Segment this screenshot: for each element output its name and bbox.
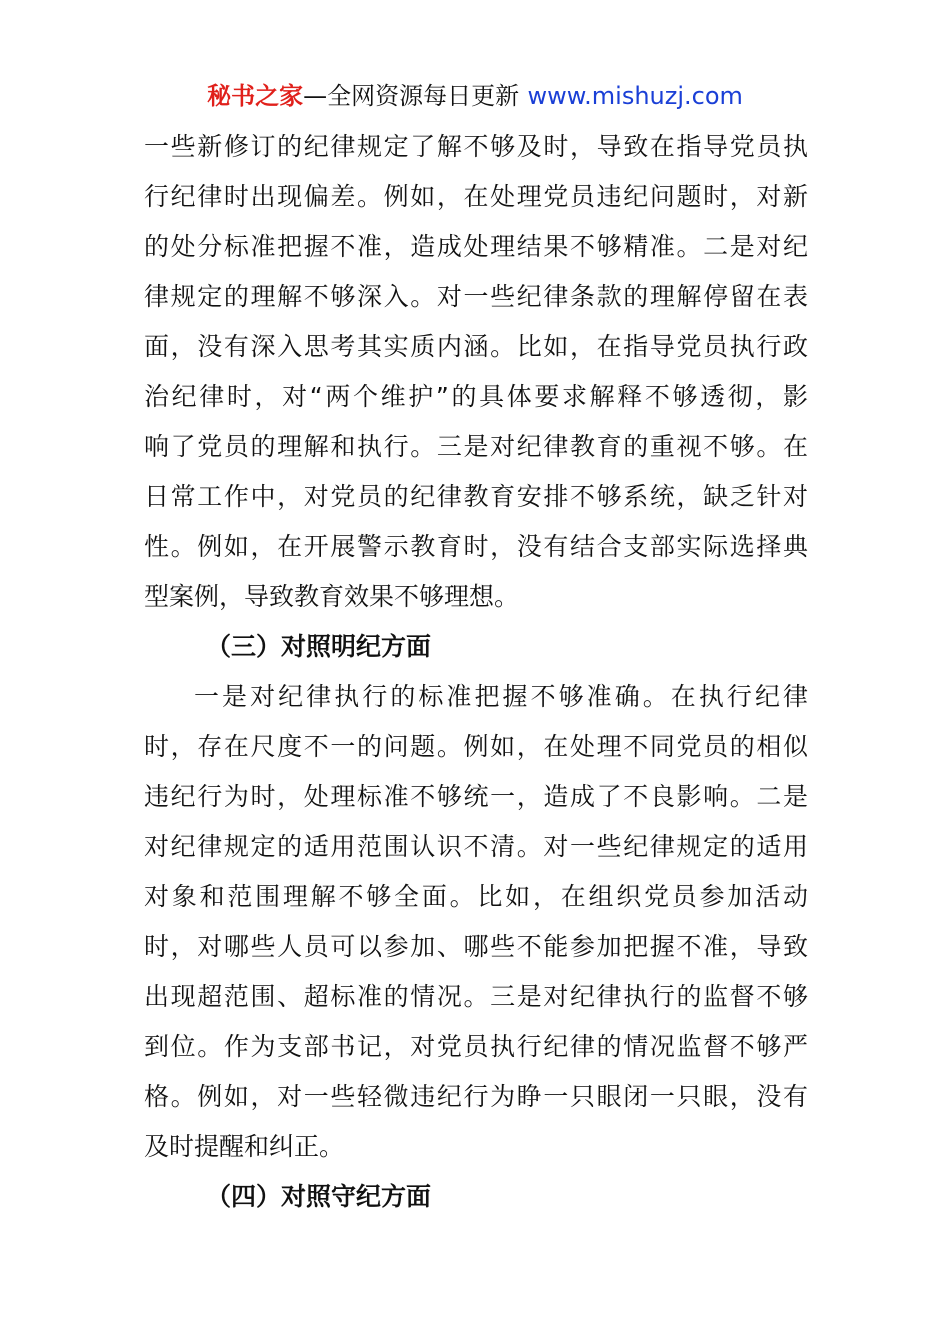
text-line: 及时提醒和纠正。 <box>144 1132 345 1161</box>
text-line: 违纪行为时，处理标准不够统一，造成了不良影响。二是 <box>144 782 808 811</box>
text-line: 时，对哪些人员可以参加、哪些不能参加把握不准，导致 <box>144 932 808 961</box>
text-line: 日常工作中，对党员的纪律教育安排不够系统，缺乏针对 <box>144 482 808 511</box>
text-line: 面，没有深入思考其实质内涵。比如，在指导党员执行政 <box>144 332 808 361</box>
text-line: 时，存在尺度不一的问题。例如，在处理不同党员的相似 <box>144 732 808 761</box>
text-line: 的处分标准把握不准，造成处理结果不够精准。二是对纪 <box>144 232 808 261</box>
text-line: 到位。作为支部书记，对党员执行纪律的情况监督不够严 <box>144 1032 808 1061</box>
text-line: 律规定的理解不够深入。对一些纪律条款的理解停留在表 <box>144 282 808 311</box>
document-body <box>144 122 808 1222</box>
text-line: 行纪律时出现偏差。例如，在处理党员违纪问题时，对新 <box>144 182 808 211</box>
text-line: 对象和范围理解不够全面。比如，在组织党员参加活动 <box>144 882 808 911</box>
text-line: 对纪律规定的适用范围认识不清。对一些纪律规定的适用 <box>144 832 808 861</box>
section-heading-4: （四）对照守纪方面 <box>206 1182 432 1211</box>
site-url[interactable]: www.mishuzj.com <box>527 82 743 110</box>
text-line: 性。例如，在开展警示教育时，没有结合支部实际选择典 <box>144 532 808 561</box>
text-line: 出现超范围、超标准的情况。三是对纪律执行的监督不够 <box>144 982 808 1011</box>
text-line: 格。例如，对一些轻微违纪行为睁一只眼闭一只眼，没有 <box>144 1082 808 1111</box>
site-header <box>0 78 950 114</box>
section-heading-3: （三）对照明纪方面 <box>206 632 432 661</box>
site-slogan: —全网资源每日更新 <box>303 82 520 110</box>
text-line: 一些新修订的纪律规定了解不够及时，导致在指导党员执 <box>144 132 808 161</box>
text-line: 一是对纪律执行的标准把握不够准确。在执行纪律 <box>194 682 808 711</box>
text-line: 响了党员的理解和执行。三是对纪律教育的重视不够。在 <box>144 432 808 461</box>
text-line: 型案例，导致教育效果不够理想。 <box>144 582 520 611</box>
site-brand: 秘书之家 <box>207 82 304 110</box>
text-line: 治纪律时，对“两个维护”的具体要求解释不够透彻，影 <box>144 382 808 411</box>
